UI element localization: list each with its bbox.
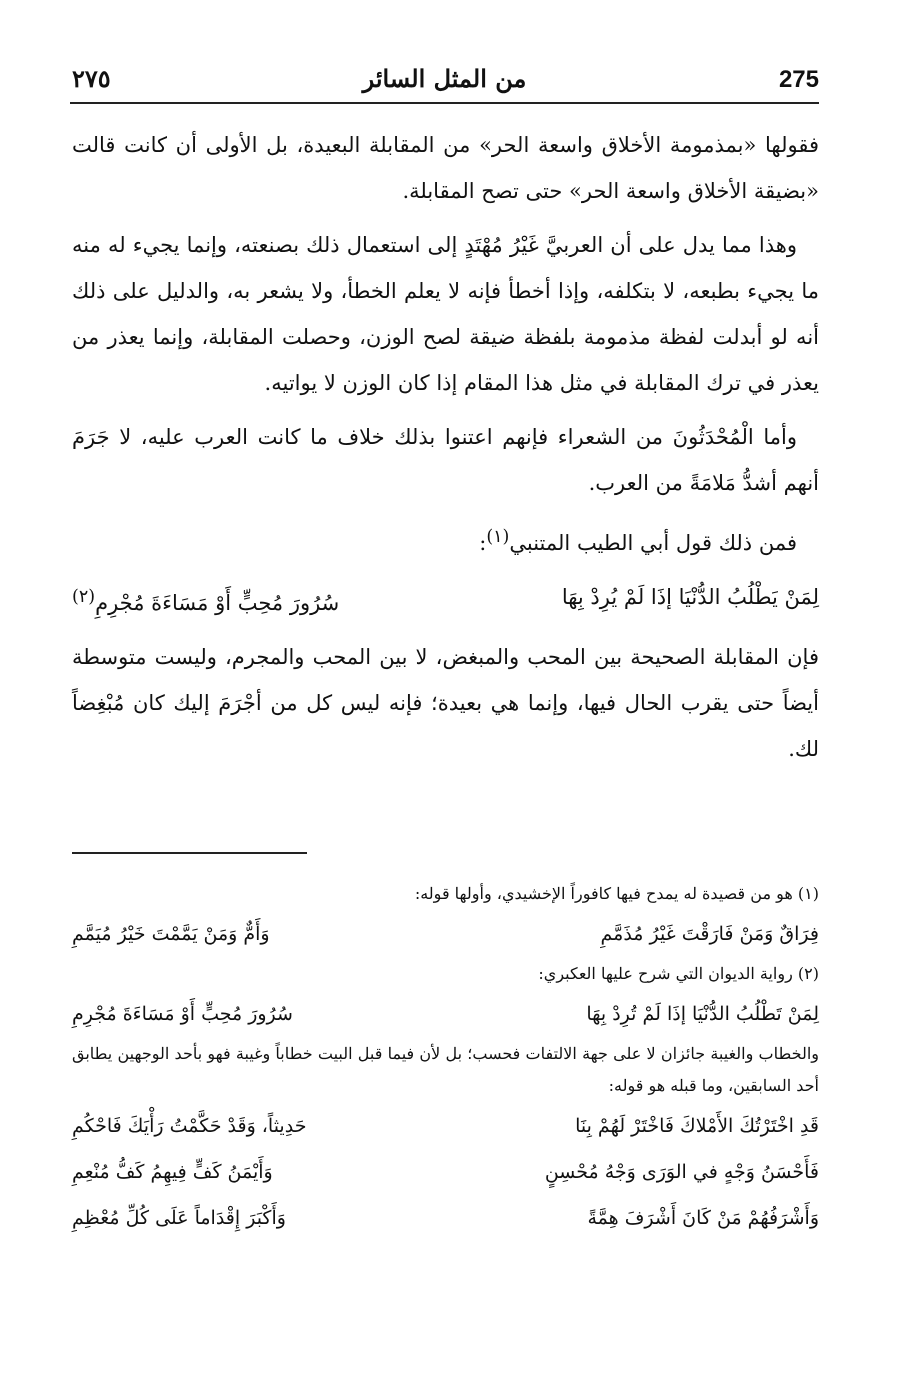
page-number-arabic: ٢٧٥ — [72, 64, 111, 93]
footnote-2 — [72, 958, 819, 990]
verse-1-second: حَدِيثاً، وَقَدْ حَكَّمْتُ رَأْيَكَ فَاحْكُمِ — [72, 1115, 307, 1137]
footnote-1-verse — [72, 912, 819, 956]
footnote-2-verse — [72, 992, 819, 1036]
footnote-ref-2: (٢) — [72, 587, 96, 607]
footnote-2-verse-3 — [72, 1196, 819, 1240]
paragraph-2: وهذا مما يدل على أن العربيَّ غَيْرُ مُهْتَدٍ إلى استعمال ذلك بصنعته، وإنما يجيء له منه ما يجيء بطبعه، لا بتكلفه، وإذا أخطأ فإنه لا يعلم الخطأ، ولا يشعر به، والدليل على ذلك أنه لو أبدلت لفظة مذمومة بلفظة ضيقة لصح الوزن، وحصلت المقابلة، وإنما يعذر من يعذر في ترك المقابلة في مثل هذا المقام إذا كان الوزن لا يواتيه. — [72, 233, 819, 395]
paragraph-3: وأما الْمُحْدَثُونَ من الشعراء فإنهم اعتنوا بذلك خلاف ما كانت العرب عليه، لا جَرَمَ أنهم أشدُّ مَلامَةً من العرب. — [72, 425, 819, 495]
footnote-1 — [72, 878, 819, 910]
footnote-2-verse-1 — [72, 1104, 819, 1148]
footnote-separator — [72, 852, 307, 854]
footnote-2-verse-second: سُرُورَ مُحِبٍّ أَوْ مَسَاءَةَ مُجْرِمِ — [72, 1003, 293, 1025]
footnote-2-verse-first: لِمَنْ تَطْلُبُ الدُّنْيَا إذَا لَمْ تُرِدْ بِهَا — [586, 1003, 819, 1025]
footnote-2-comment: والخطاب والغيبة جائزان لا على جهة الالتفات فحسب؛ بل لأن فيما قبل البيت خطاباً وغيبة فهو بأحد الوجهين يطابق أحد السابقين، وما قبله هو قوله: — [72, 1044, 819, 1095]
paragraph-4 — [72, 514, 819, 566]
footnote-2-number: (٢) — [797, 964, 819, 983]
verse-second-text: سُرُورَ مُحِبٍّ أَوْ مَسَاءَةَ مُجْرِمِ — [95, 591, 340, 615]
running-title: من المثل السائر — [362, 64, 527, 93]
paragraph-4-colon: : — [479, 531, 487, 555]
paragraph-5: فإن المقابلة الصحيحة بين المحب والمبغض، لا بين المحب والمجرم، وليست متوسطة أيضاً حتى يقرب الحال فيها، وإنما هي بعيدة؛ فإنه ليس كل من أجْرَمَ إليك كان مُبْغِضاً لك. — [72, 645, 819, 761]
footnote-1-verse-second: وَأَمٌّ وَمَنْ يَمَّمْتَ خَيْرُ مُيَمَّمِ — [72, 923, 270, 945]
verse-3-first: وَأَشْرَفُهُمْ مَنْ كَانَ أَشْرَفَ هِمَّةً — [587, 1207, 819, 1229]
verse-line — [72, 574, 819, 626]
verse-2-second: وَأَيْمَنُ كَفٍّ فِيهِمُ كَفُّ مُنْعِمِ — [72, 1161, 273, 1183]
footnote-1-text: هو من قصيدة له يمدح فيها كافوراً الإخشيدي، وأولها قوله: — [414, 884, 793, 903]
footnote-2-verse-2 — [72, 1150, 819, 1194]
verse-second-hemistich — [72, 574, 339, 626]
footnote-1-verse-first: فِرَاقٌ وَمَنْ فَارَقْتَ غَيْرُ مُذَمَّمِ — [600, 923, 819, 945]
page-number-latin: 275 — [778, 66, 819, 93]
footnote-ref-1: (١) — [486, 527, 510, 547]
running-header — [70, 62, 819, 104]
paragraph-1: فقولها «بمذمومة الأخلاق واسعة الحر» من المقابلة البعيدة، بل الأولى أن كانت قالت «بضيقة الأخلاق واسعة الحر» حتى تصح المقابلة. — [72, 133, 819, 203]
verse-3-second: وَأَكْبَرَ إِقْدَاماً عَلَى كُلِّ مُعْظِمِ — [72, 1207, 286, 1229]
footnote-2-text: رواية الديوان التي شرح عليها العكبري: — [538, 964, 793, 983]
verse-1-first: قَدِ اخْتَرْتُكَ الأَمْلاكَ فَاخْتَرْ لَهُمْ بِنَا — [575, 1115, 819, 1137]
paragraph-4-text: فمن ذلك قول أبي الطيب المتنبي — [509, 531, 797, 555]
verse-2-first: فَأَحْسَنُ وَجْهٍ في الوَرَى وَجْهُ مُحْسِنٍ — [544, 1161, 819, 1183]
footnotes — [72, 878, 819, 1242]
main-text — [72, 122, 819, 780]
footnote-1-number: (١) — [797, 884, 819, 903]
verse-first-hemistich: لِمَنْ يَطْلُبُ الدُّنْيَا إذَا لَمْ يُرِدْ بِهَا — [561, 585, 819, 609]
